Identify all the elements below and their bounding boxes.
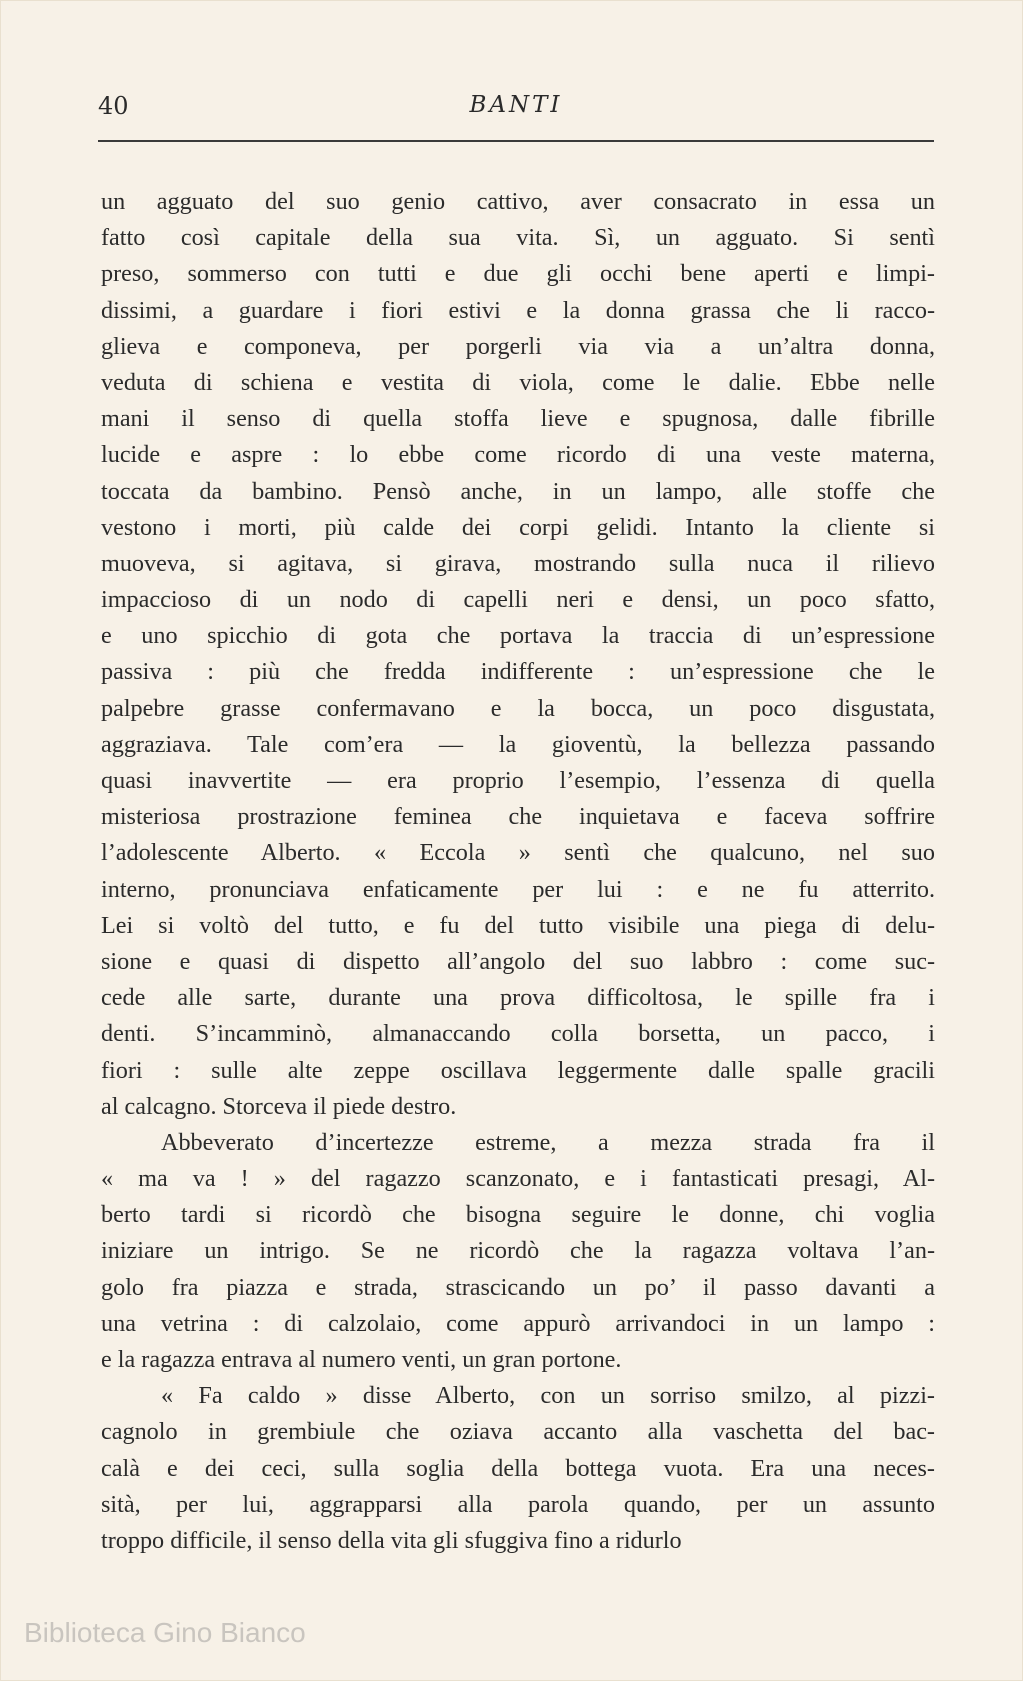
text-line: toccata da bambino. Pensò anche, in un lampo, alle stoffe che <box>101 477 935 505</box>
text-line: « Fa caldo » disse Alberto, con un sorriso smilzo, al pizzi- <box>161 1382 935 1410</box>
watermark: Biblioteca Gino Bianco <box>24 1617 306 1648</box>
text-line: cede alle sarte, durante una prova difficoltosa, le spille fra i <box>101 984 935 1012</box>
page-header <box>98 92 934 132</box>
text-line: sione e quasi di dispetto all’angolo del suo labbro : come suc- <box>101 947 935 975</box>
text-line: al calcagno. Storceva il piede destro. <box>101 1092 457 1120</box>
text-line: un agguato del suo genio cattivo, aver consacrato in essa un <box>101 188 935 215</box>
text-line: palpebre grasse confermavano e la bocca, un poco disgustata, <box>101 694 935 722</box>
text-line: interno, pronunciava enfaticamente per lui : e ne fu atterrito. <box>101 875 935 903</box>
text-line: troppo difficile, il senso della vita gli sfuggiva fino a ridurlo <box>101 1526 682 1554</box>
text-line: « ma va ! » del ragazzo scanzonato, e i fantasticati presagi, Al- <box>101 1165 935 1193</box>
text-line: vestono i morti, più calde dei corpi gelidi. Intanto la cliente si <box>101 513 935 541</box>
text-line: golo fra piazza e strada, strascicando un po’ il passo davanti a <box>101 1273 935 1301</box>
text-line: muoveva, si agitava, si girava, mostrando sulla nuca il rilievo <box>101 549 935 577</box>
text-line: Abbeverato d’incertezze estreme, a mezza strada fra il <box>161 1128 935 1156</box>
text-line: mani il senso di quella stoffa lieve e spugnosa, dalle fibrille <box>101 405 935 433</box>
text-line: una vetrina : di calzolaio, come appurò arrivandoci in un lampo : <box>101 1309 935 1337</box>
text-line: preso, sommerso con tutti e due gli occhi bene aperti e limpi- <box>101 260 935 288</box>
text-line: passiva : più che fredda indifferente : un’espressione che le <box>101 658 935 686</box>
text-line: berto tardi si ricordò che bisogna seguire le donne, chi voglia <box>101 1201 935 1229</box>
text-line: cagnolo in grembiule che oziava accanto alla vaschetta del bac- <box>101 1418 935 1446</box>
text-line: aggraziava. Tale com’era — la gioventù, la bellezza passando <box>101 730 935 758</box>
text-line: dissimi, a guardare i fiori estivi e la donna grassa che li racco- <box>101 296 935 324</box>
paragraph <box>101 1378 935 1559</box>
text-line: denti. S’incamminò, almanaccando colla borsetta, un pacco, i <box>101 1020 935 1048</box>
text-line: quasi inavvertite — era proprio l’esempio, l’essenza di quella <box>101 767 935 794</box>
text-line: iniziare un intrigo. Se ne ricordò che la ragazza voltava l’an- <box>101 1237 935 1265</box>
text-line: impaccioso di un nodo di capelli neri e densi, un poco sfatto, <box>101 586 935 614</box>
text-line: e uno spicchio di gota che portava la traccia di un’espressione <box>101 622 935 650</box>
paragraph <box>101 184 935 1125</box>
body-text <box>101 184 935 1559</box>
text-line: fiori : sulle alte zeppe oscillava leggermente dalle spalle gracili <box>101 1056 935 1084</box>
text-line: veduta di schiena e vestita di viola, come le dalie. Ebbe nelle <box>101 368 935 396</box>
text-line: e la ragazza entrava al numero venti, un gran portone. <box>101 1346 622 1373</box>
text-line: lucide e aspre : lo ebbe come ricordo di una veste materna, <box>101 441 935 469</box>
paragraph <box>101 1125 935 1378</box>
text-line: calà e dei ceci, sulla soglia della bottega vuota. Era una neces- <box>101 1454 935 1482</box>
text-line: fatto così capitale della sua vita. Sì, un agguato. Si sentì <box>101 224 935 252</box>
text-line: glieva e componeva, per porgerli via via a un’altra donna, <box>101 332 935 360</box>
text-line: misteriosa prostrazione feminea che inquietava e faceva soffrire <box>101 803 935 831</box>
text-line: Lei si voltò del tutto, e fu del tutto visibile una piega di delu- <box>101 911 935 939</box>
page-number: 40 <box>98 92 129 120</box>
text-line: sità, per lui, aggrapparsi alla parola quando, per un assunto <box>101 1490 935 1518</box>
text-line: l’adolescente Alberto. « Eccola » sentì che qualcuno, nel suo <box>101 839 935 867</box>
running-head: BANTI <box>469 92 563 118</box>
header-rule <box>98 140 934 142</box>
